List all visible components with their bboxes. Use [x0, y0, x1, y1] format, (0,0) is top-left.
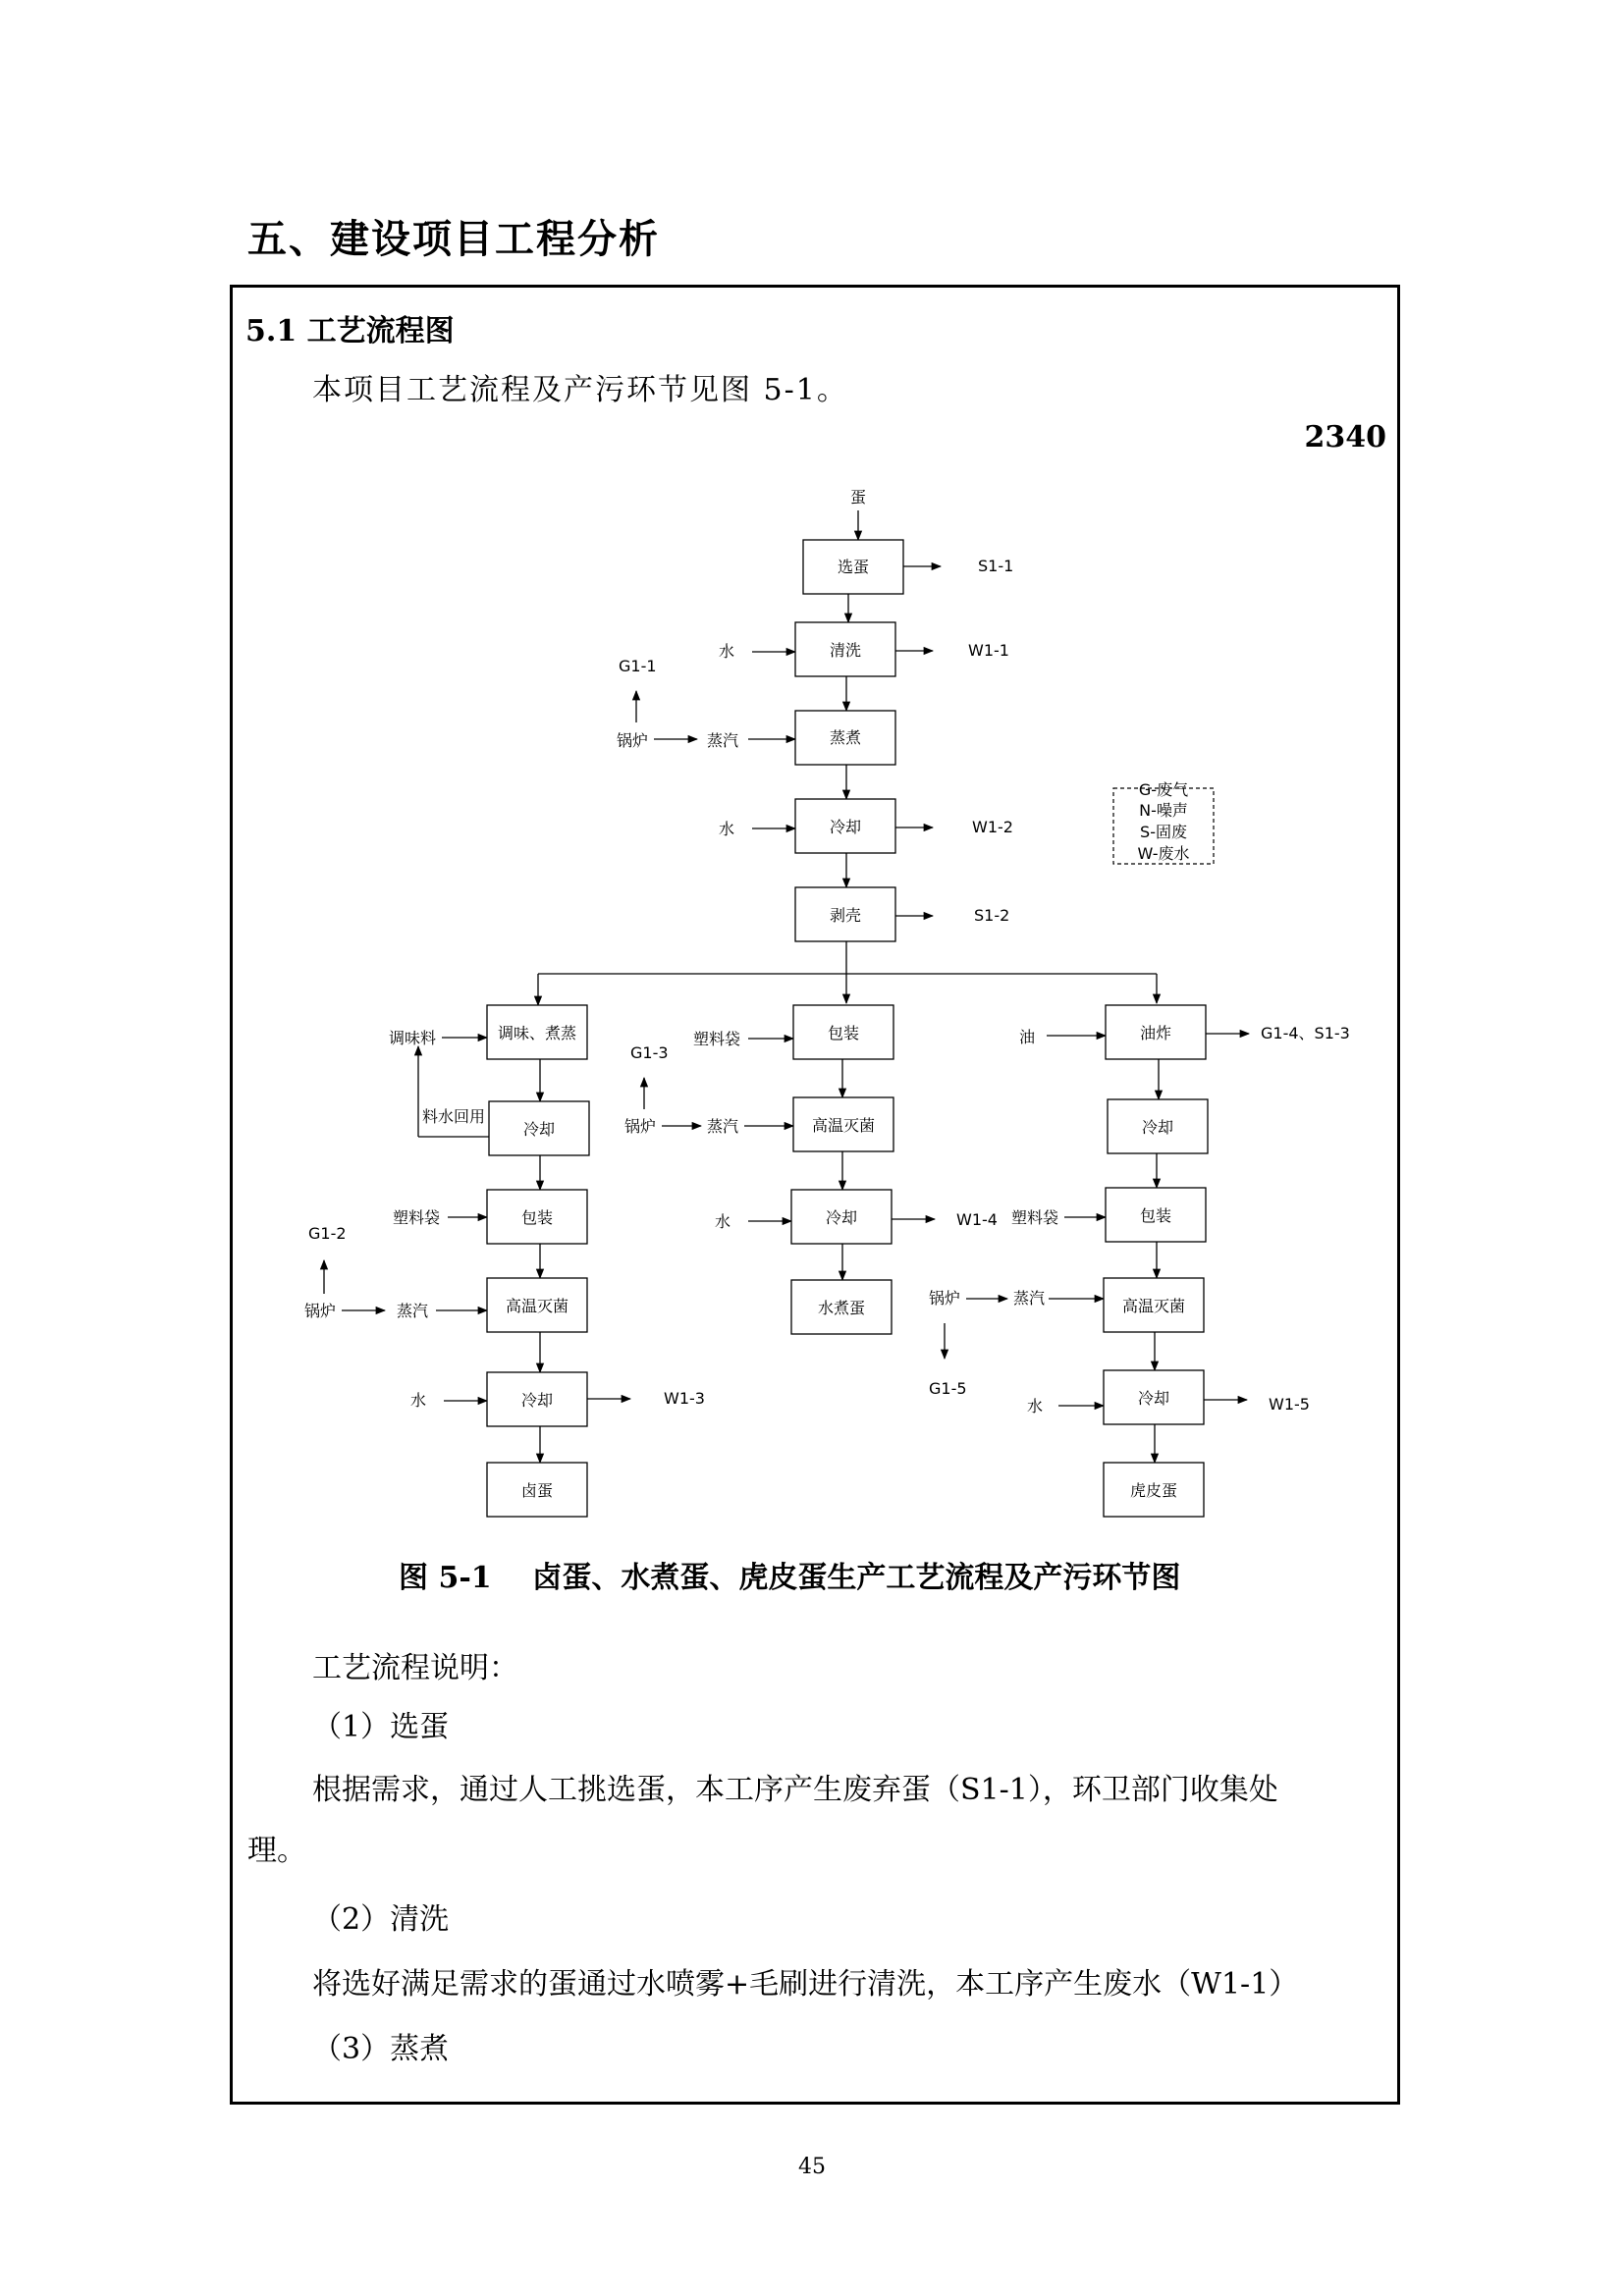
water-left-label: 水 [410, 1391, 427, 1410]
cool-left-label: 冷却 [522, 1120, 556, 1139]
pack-right-label: 包装 [1139, 1206, 1172, 1225]
w1-3-label: W1-3 [664, 1389, 705, 1408]
step1-text-line1: 根据需求，通过人工挑选蛋，本工序产生废弃蛋（S1-1），环卫部门收集处 [312, 1773, 1278, 1807]
cool-left-2-label: 冷却 [520, 1391, 554, 1410]
pack-mid-label: 包装 [827, 1024, 860, 1042]
g1-4-s1-3-label: G1-4、S1-3 [1261, 1024, 1350, 1042]
g1-1-label: G1-1 [619, 657, 657, 675]
fry-label: 油炸 [1139, 1024, 1172, 1042]
g1-3-label: G1-3 [630, 1043, 669, 1062]
bag-mid-label: 塑料袋 [693, 1030, 741, 1048]
water-mid-label: 水 [715, 1212, 731, 1231]
w1-2-label: W1-2 [972, 818, 1013, 836]
sterilize-left-label: 高温灭菌 [505, 1297, 569, 1315]
cool-1-label: 冷却 [829, 818, 862, 836]
input-egg-label: 蛋 [849, 488, 867, 507]
steam-right-label: 蒸汽 [1013, 1289, 1046, 1308]
cool-mid-label: 冷却 [825, 1208, 858, 1227]
step2-title: （2）清洗 [312, 1902, 450, 1937]
page-number: 45 [798, 2155, 826, 2179]
figure-caption: 图 5-1 卤蛋、水煮蛋、虎皮蛋生产工艺流程及产污环节图 [399, 1561, 1181, 1595]
step1-text-line2: 理。 [247, 1834, 306, 1868]
legend-item: G-废气 [1138, 780, 1189, 799]
cool-right-2-label: 冷却 [1137, 1389, 1170, 1408]
bag-left-label: 塑料袋 [393, 1208, 441, 1227]
w1-4-label: W1-4 [956, 1210, 998, 1229]
boiler-1-label: 锅炉 [617, 731, 649, 750]
s1-2-label: S1-2 [974, 906, 1010, 925]
s1-1-label: S1-1 [978, 557, 1014, 575]
boiler-right-label: 锅炉 [929, 1289, 961, 1308]
sterilize-right-label: 高温灭菌 [1121, 1297, 1186, 1315]
pack-left-label: 包装 [520, 1208, 554, 1227]
legend-item: W-废水 [1137, 844, 1190, 863]
cool-right-label: 冷却 [1141, 1118, 1174, 1137]
hupidan-label: 虎皮蛋 [1129, 1481, 1178, 1500]
steam-cook-label: 蒸煮 [829, 728, 862, 747]
recycle-label: 料水回用 [422, 1107, 486, 1126]
select-egg-label: 选蛋 [837, 558, 870, 576]
bag-right-label: 塑料袋 [1011, 1208, 1059, 1227]
steam-left-label: 蒸汽 [397, 1302, 429, 1320]
water-2-label: 水 [719, 820, 735, 838]
season-boil-label: 调味、煮蒸 [497, 1024, 577, 1042]
steam-mid-label: 蒸汽 [707, 1117, 739, 1136]
description-heading: 工艺流程说明： [312, 1651, 518, 1685]
number-mark: 2340 [1304, 420, 1386, 454]
water-right-label: 水 [1027, 1397, 1044, 1415]
sterilize-mid-label: 高温灭菌 [811, 1116, 876, 1135]
g1-5-label: G1-5 [929, 1379, 967, 1398]
wash-label: 清洗 [829, 641, 862, 660]
g1-2-label: G1-2 [308, 1224, 347, 1243]
legend-item: S-固废 [1140, 823, 1187, 841]
legend-item: N-噪声 [1139, 801, 1188, 820]
step2-text-line1: 将选好满足需求的蛋通过水喷雾+毛刷进行清洗，本工序产生废水（W1-1） [312, 1967, 1299, 2002]
seasoning-label: 调味料 [389, 1029, 437, 1047]
step1-title: （1）选蛋 [312, 1710, 450, 1744]
boiler-left-label: 锅炉 [304, 1302, 337, 1320]
luodan-label: 卤蛋 [520, 1481, 554, 1500]
w1-5-label: W1-5 [1269, 1395, 1310, 1414]
steam-1-label: 蒸汽 [707, 731, 739, 750]
oil-label: 油 [1019, 1028, 1036, 1046]
peel-label: 剥壳 [829, 906, 862, 925]
w1-1-label: W1-1 [968, 641, 1009, 660]
step3-title: （3）蒸煮 [312, 2032, 450, 2066]
boiler-mid-label: 锅炉 [624, 1117, 657, 1136]
water-1-label: 水 [719, 642, 735, 661]
shuizhudan-label: 水煮蛋 [817, 1299, 866, 1317]
intro-text: 本项目工艺流程及产污环节见图 5-1。 [312, 373, 848, 407]
section-title: 五、建设项目工程分析 [247, 217, 660, 262]
subsection-title: 5.1 工艺流程图 [245, 314, 455, 348]
